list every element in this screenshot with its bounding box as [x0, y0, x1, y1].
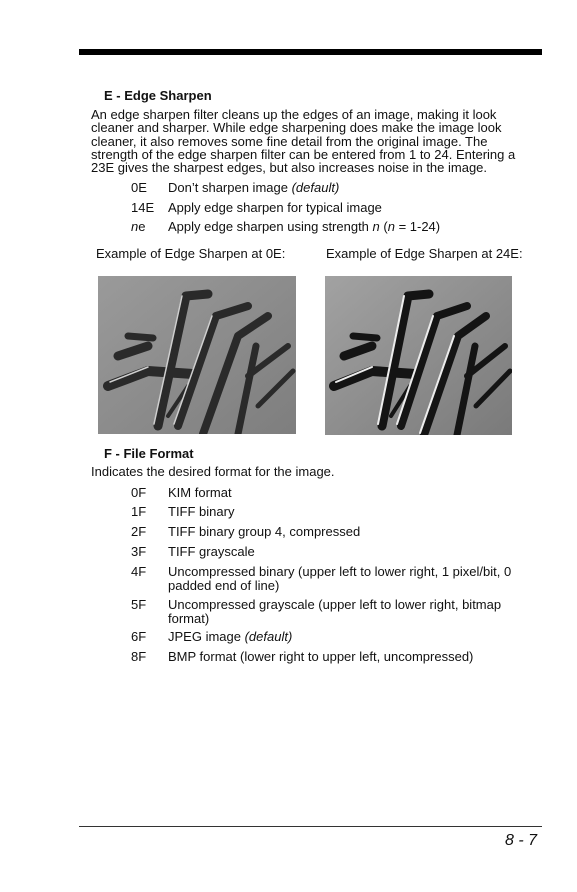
option-desc: Uncompressed binary (upper left to lower right, 1 pixel/bit, 0 padded end of line) [168, 564, 512, 593]
section-f-title: F - File Format [104, 446, 194, 461]
option-desc: Don’t sharpen image (default) [168, 180, 340, 195]
option-desc: TIFF grayscale [168, 544, 255, 559]
option-code: 4F [131, 564, 147, 579]
option-code: ne [131, 219, 146, 234]
bottom-rule [79, 826, 542, 827]
page-number: 8 - 7 [504, 832, 537, 849]
option-code: 0F [131, 485, 147, 500]
option-desc: KIM format [168, 485, 232, 500]
option-code: 14E [131, 200, 155, 215]
caption-right: Example of Edge Sharpen at 24E: [326, 246, 523, 261]
option-code: 5F [131, 597, 147, 612]
option-code: 2F [131, 524, 147, 539]
option-code: 8F [131, 649, 147, 664]
section-e-title: E - Edge Sharpen [104, 88, 212, 103]
option-desc: JPEG image (default) [168, 629, 293, 644]
section-e-paragraph: An edge sharpen filter cleans up the edges of an image, making it look cleaner and sharper. While edge sharpening does make the image look cleaner, it also removes some fine detail from the original image. The strength of the edge sharpen filter can be entered from 1 to 24. Entering a 23E gives the sharpest edges, but also increases noise in the image. [91, 107, 516, 176]
option-code: 1F [131, 504, 147, 519]
example-image-0e [98, 276, 296, 434]
section-f-intro: Indicates the desired format for the image. [91, 464, 335, 479]
example-image-24e [325, 276, 512, 435]
option-desc: Apply edge sharpen for typical image [168, 200, 382, 215]
option-desc: BMP format (lower right to upper left, uncompressed) [168, 649, 474, 664]
option-desc: TIFF binary group 4, compressed [168, 524, 361, 539]
option-desc: Uncompressed grayscale (upper left to lower right, bitmap format) [168, 597, 502, 626]
caption-left: Example of Edge Sharpen at 0E: [96, 246, 286, 261]
option-code: 6F [131, 629, 147, 644]
option-desc: Apply edge sharpen using strength n (n = 1-24) [168, 219, 441, 234]
option-code: 3F [131, 544, 147, 559]
option-desc: TIFF binary [168, 504, 235, 519]
option-code: 0E [131, 180, 147, 195]
top-rule [79, 49, 542, 55]
